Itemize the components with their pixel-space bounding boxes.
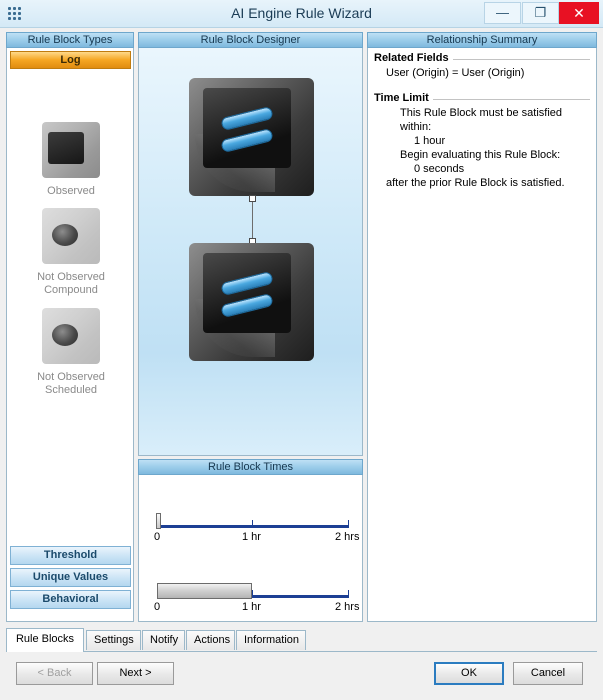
time-limit-content xyxy=(374,104,590,190)
rule-block-times-body xyxy=(138,475,363,622)
rule-block-designer-canvas[interactable] xyxy=(138,48,363,456)
rule-block-not-observed-compound[interactable] xyxy=(7,206,135,297)
related-fields-content xyxy=(374,64,590,80)
rule-block-designer-header: Rule Block Designer xyxy=(138,32,363,48)
rule-block-designer-panel xyxy=(138,32,363,456)
time-limit-slider-2[interactable] xyxy=(139,575,364,615)
rule-block-types-header: Rule Block Types xyxy=(6,32,134,48)
minimize-button[interactable]: — xyxy=(484,2,521,24)
slider-2-label-1: 1 hr xyxy=(242,601,261,613)
related-fields-row: User (Origin) = User (Origin) xyxy=(386,67,525,79)
not-observed-compound-label-1: Not Observed xyxy=(37,271,105,283)
window-title: AI Engine Rule Wizard xyxy=(231,5,372,21)
time-limit-slider-1[interactable] xyxy=(139,505,364,545)
tab-notify[interactable]: Notify xyxy=(142,630,185,650)
time-limit-title: Time Limit xyxy=(374,92,433,104)
next-button[interactable]: Next > xyxy=(97,662,174,685)
wizard-tabs xyxy=(6,628,597,652)
rule-block-not-observed-scheduled[interactable] xyxy=(7,306,135,397)
time-limit-line-1: This Rule Block must be satisfied within: xyxy=(400,107,563,133)
connector-handle-top[interactable] xyxy=(249,195,256,202)
slider-2-label-0: 0 xyxy=(154,601,161,613)
back-button[interactable]: < Back xyxy=(16,662,93,685)
time-limit-line-2: Begin evaluating this Rule Block: xyxy=(400,149,561,161)
designer-block-bottom[interactable] xyxy=(189,243,314,361)
tab-information[interactable]: Information xyxy=(236,630,306,650)
time-limit-value-1: 1 hour xyxy=(414,135,446,147)
related-fields-title: Related Fields xyxy=(374,52,453,64)
block-connector-line xyxy=(252,198,253,242)
slider-1-label-2: 2 hrs xyxy=(335,531,360,543)
rule-block-times-panel xyxy=(138,459,363,622)
rule-block-observed[interactable] xyxy=(7,120,135,198)
log-block-button[interactable]: Log xyxy=(10,51,131,69)
threshold-button[interactable]: Threshold xyxy=(10,546,131,565)
time-limit-group xyxy=(374,92,590,190)
title-bar xyxy=(0,0,603,28)
relationship-summary-header: Relationship Summary xyxy=(367,32,597,48)
time-limit-line-3: after the prior Rule Block is satisfied. xyxy=(386,177,565,189)
maximize-button[interactable]: ❐ xyxy=(522,2,559,24)
tab-settings[interactable]: Settings xyxy=(86,630,141,650)
cancel-button[interactable]: Cancel xyxy=(513,662,583,685)
not-observed-scheduled-label-2: Scheduled xyxy=(45,384,97,396)
slider-2-label-2: 2 hrs xyxy=(335,601,360,613)
slider-1-thumb[interactable] xyxy=(156,513,161,529)
relationship-summary-panel xyxy=(367,32,597,622)
rule-block-types-body xyxy=(6,48,134,622)
slider-1-label-1: 1 hr xyxy=(242,531,261,543)
slider-2-range[interactable] xyxy=(157,583,252,599)
relationship-summary-body xyxy=(367,48,597,622)
behavioral-button[interactable]: Behavioral xyxy=(10,590,131,609)
not-observed-compound-cube-icon xyxy=(38,206,104,268)
not-observed-scheduled-cube-icon xyxy=(38,306,104,368)
close-button[interactable]: ✕ xyxy=(559,2,599,24)
slider-1-label-0: 0 xyxy=(154,531,161,543)
not-observed-compound-label-2: Compound xyxy=(44,284,98,296)
rule-block-types-panel xyxy=(6,32,134,622)
rule-block-times-header: Rule Block Times xyxy=(138,459,363,475)
observed-label: Observed xyxy=(47,185,95,197)
tab-actions[interactable]: Actions xyxy=(186,630,235,650)
tab-rule-blocks[interactable]: Rule Blocks xyxy=(6,628,84,652)
time-limit-value-2: 0 seconds xyxy=(414,163,465,175)
observed-cube-icon xyxy=(38,120,104,182)
not-observed-scheduled-label-1: Not Observed xyxy=(37,371,105,383)
designer-block-top[interactable] xyxy=(189,78,314,196)
related-fields-group xyxy=(374,52,590,80)
ok-button[interactable]: OK xyxy=(434,662,504,685)
unique-values-button[interactable]: Unique Values xyxy=(10,568,131,587)
